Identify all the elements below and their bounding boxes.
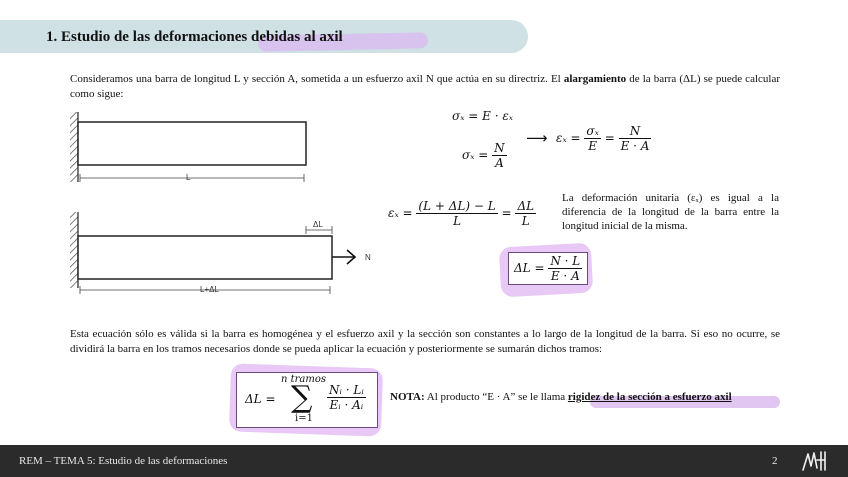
label-L: L <box>186 173 191 182</box>
eq-sum-lhs: ΔL = <box>245 392 276 406</box>
intro-paragraph <box>70 72 780 102</box>
label-N: N <box>365 253 371 262</box>
eq-strain-eq: = <box>604 131 615 145</box>
label-dL: ΔL <box>313 220 323 229</box>
eq-def-eq: = <box>501 206 512 220</box>
eq-def-num2: ΔL <box>517 199 535 213</box>
bar-top <box>78 122 306 165</box>
label-LdL: L+ΔL <box>200 285 219 294</box>
nota-text: Al producto “E · A” se le llama <box>424 391 568 403</box>
eq-strain-den2: E · A <box>620 139 650 153</box>
eq-strain-def <box>388 199 536 228</box>
eq-def-den2: L <box>521 214 530 228</box>
formula-box-sum <box>236 372 378 428</box>
eq-sum-bot: i=1 <box>295 413 313 424</box>
eq-sum-num: Nᵢ · Lᵢ <box>329 383 364 397</box>
eq-def-lhs: εₓ = <box>388 206 413 220</box>
sum-symbol: ∑ <box>291 380 313 415</box>
eq-sum-den: Eᵢ · Aᵢ <box>329 398 364 412</box>
page-number: 2 <box>772 455 778 467</box>
wall-bottom <box>70 212 78 288</box>
eq-stress-num: N <box>494 141 505 155</box>
eq-def-den1: L <box>453 214 462 228</box>
eq-sum-frac <box>327 383 366 412</box>
bar-bottom <box>78 236 332 279</box>
eq-strain-lhs: εₓ = <box>556 131 581 145</box>
footer-bar <box>0 445 848 477</box>
page-title: 1. Estudio de las deformaciones debidas al axil <box>46 29 343 45</box>
strain-note: La deformación unitaria (εₓ) es igual a la diferencia de la longitud de la barra entre la longitud inicial de la misma. <box>562 192 779 232</box>
eq-hooke: σₓ = E · εₓ <box>452 109 514 123</box>
nota-line <box>390 391 732 403</box>
eq-def-num1: (L + ΔL) − L <box>418 199 496 213</box>
eq-dl-den: E · A <box>550 269 580 283</box>
nota-underlined: rigidez de la sección a esfuerzo axil <box>567 391 732 403</box>
eq-sum-top: n tramos <box>281 374 327 385</box>
eq-stress <box>462 141 507 170</box>
eq-strain-num2: N <box>619 124 652 139</box>
bar-diagram <box>66 108 386 303</box>
implies-arrow: ⟶ <box>526 129 548 147</box>
eq-strain <box>556 124 651 153</box>
wall-top <box>70 112 78 182</box>
eq-strain-den1: E <box>588 139 598 153</box>
eq-stress-lhs: σₓ = <box>462 148 489 162</box>
eq-dl-num: N · L <box>550 254 581 268</box>
intro-bold: alargamiento <box>563 73 627 85</box>
footer-text: REM – TEMA 5: Estudio de las deformaciones <box>19 455 228 467</box>
validity-paragraph: Esta ecuación sólo es válida si la barra es homogénea y el esfuerzo axil y la sección son constantes a lo largo de la longitud de la barra. Si eso no ocurre, se dividirá la barra en los tramos necesarios donde se pueda aplicar la ecuación y posteriormente se sumarán dichos tramos: <box>70 328 780 355</box>
nota-label: NOTA: <box>390 391 425 403</box>
intro-text-1: Consideramos una barra de longitud L y sección A, sometida a un esfuerzo axil N que actúa en su directriz. El <box>70 73 564 85</box>
eq-dl-lhs: ΔL = <box>514 261 545 275</box>
signature-logo-icon <box>800 448 828 474</box>
intro-text-2: de la barra (ΔL) se puede calcular como sigue: <box>70 73 780 100</box>
eq-strain-num1: σₓ <box>586 124 599 138</box>
eq-stress-den: A <box>495 156 504 170</box>
formula-box-deltaL <box>508 252 588 285</box>
